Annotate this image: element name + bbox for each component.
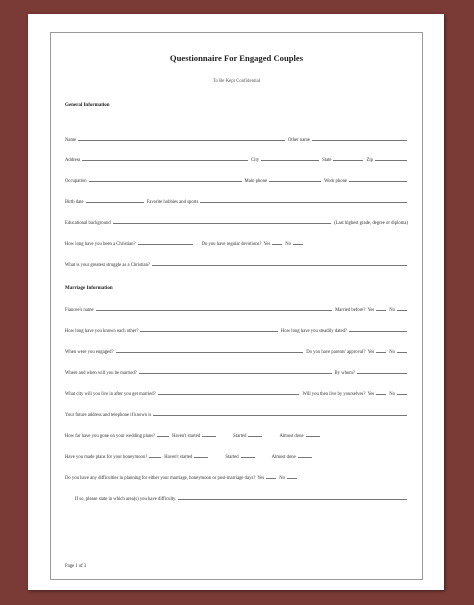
difficulties-yes-label: Yes [257,476,265,481]
difficulties-no-label: No [279,476,285,481]
honeymoon-spacer [149,456,161,458]
city-label: City [251,158,260,163]
other-name-field[interactable] [312,139,407,141]
married-before-no-label: No [389,308,395,313]
live-by-yourselves-no-field[interactable] [397,393,407,395]
zip-label: Zip [366,158,373,163]
by-whom-label: By whom? [334,371,355,376]
parents-approval-no-label: No [389,350,395,355]
city-live-label: What city will you live in after you get married? [65,392,156,397]
address-label: Address [65,158,81,163]
other-name-label: Other name [288,138,310,143]
by-whom-field[interactable] [357,372,407,374]
married-before-yes-label: Yes [367,308,375,313]
hobbies-label: Favorite hobbies and sports [146,200,199,205]
occupation-row [65,174,410,184]
difficulties-label: Do you have any difficulties in planning for either your marriage, honeymoon or post-marriage days? [65,476,256,481]
state-label: State [322,158,332,163]
wedding-started-label: Started [233,434,247,439]
married-before-no-field[interactable] [397,309,407,311]
city-field[interactable] [261,159,319,161]
honeymoon-row [65,450,410,460]
married-before-label: Married before? [335,308,366,313]
known-each-other-label: How long have you known each other? [65,329,139,334]
future-address-row [65,408,410,418]
difficulties-yes-field[interactable] [266,477,276,479]
if-so-row [75,492,410,502]
greatest-struggle-label: What is your greatest struggle as a Christian? [65,263,151,268]
future-address-label: Your future address and telephone if known is [65,413,152,418]
honeymoon-label: Have you made plans for your honeymoon? [65,455,148,460]
birth-date-row [65,195,410,205]
form-title: Questionnaire For Engaged Couples [169,53,304,63]
fiance-row [65,303,410,313]
section-marriage-information: Marriage Information [65,286,113,291]
education-field[interactable] [113,222,331,224]
devotions-no-field[interactable] [293,243,303,245]
honeymoon-almost-done-field[interactable] [298,456,312,458]
engaged-row [65,345,410,355]
where-married-row [65,366,410,376]
where-when-married-field[interactable] [139,372,332,374]
main-phone-field[interactable] [269,180,321,182]
zip-field[interactable] [375,159,407,161]
wedding-almost-done-label: Almost done [279,434,304,439]
honeymoon-not-started-label: Haven't started [164,455,193,460]
when-engaged-label: When were you engaged? [65,350,114,355]
education-note: (Last highest grade, degree or diploma) [334,221,408,226]
honeymoon-started-label: Started [225,455,239,460]
hobbies-field[interactable] [200,201,407,203]
steadily-dated-label: How long have you steadily dated? [281,329,347,334]
state-field[interactable] [333,159,363,161]
parents-approval-yes-field[interactable] [376,351,386,353]
fiance-name-field[interactable] [96,309,333,311]
live-by-yourselves-yes-label: Yes [367,392,375,397]
if-so-field[interactable] [178,498,407,500]
difficulties-no-field[interactable] [287,477,297,479]
page-number: Page 1 of 3 [65,564,87,569]
devotions-label: Do you have regular devotions? [201,242,262,247]
wedding-plans-spacer [157,435,169,437]
live-by-yourselves-yes-field[interactable] [376,393,386,395]
work-phone-label: Work phone [324,179,347,184]
wedding-not-started-label: Haven't started [172,434,201,439]
education-row [65,216,410,226]
parents-approval-yes-label: Yes [367,350,375,355]
christian-how-long-field[interactable] [138,243,193,245]
name-row [65,133,410,143]
wedding-started-field[interactable] [248,435,262,437]
devotions-yes-label: Yes [263,242,271,247]
honeymoon-not-started-field[interactable] [194,456,208,458]
greatest-struggle-field[interactable] [152,264,407,266]
main-phone-label: Main phone [244,179,268,184]
work-phone-field[interactable] [349,180,407,182]
wedding-almost-done-field[interactable] [306,435,320,437]
live-by-yourselves-no-label: No [389,392,395,397]
document-page [28,14,444,590]
devotions-no-label: No [285,242,292,247]
wedding-plans-row [65,429,410,439]
occupation-field[interactable] [89,180,242,182]
future-address-field[interactable] [153,414,407,416]
address-field[interactable] [82,159,248,161]
name-field[interactable] [78,139,285,141]
parents-approval-label: Do you have parents' approval? [306,350,366,355]
when-engaged-field[interactable] [116,351,304,353]
christian-row [65,237,410,247]
city-live-field[interactable] [158,393,300,395]
fiance-name-label: Fiancee's name [65,308,94,313]
form-subtitle: To Be Kept Confidential [212,79,261,84]
wedding-not-started-field[interactable] [202,435,216,437]
wedding-plans-label: How far have you gone on your wedding plans? [65,434,156,439]
steadily-dated-field[interactable] [349,330,407,332]
known-each-other-field[interactable] [140,330,278,332]
birth-date-label: Birth date [65,200,84,205]
section-general-information: General Information [65,103,110,108]
occupation-label: Occupation [65,179,87,184]
form-frame [50,32,423,580]
birth-date-field[interactable] [86,201,144,203]
difficulties-row [65,471,410,481]
struggle-row [65,258,410,268]
where-when-married-label: Where and when will you be married? [65,371,137,376]
city-live-row [65,387,410,397]
christian-how-long-label: How long have you been a Christian? [65,242,136,247]
parents-approval-no-field[interactable] [397,351,407,353]
honeymoon-started-field[interactable] [241,456,255,458]
address-row [65,153,410,163]
known-row [65,324,410,334]
live-by-yourselves-label: Will you then live by yourselves? [302,392,366,397]
honeymoon-almost-done-label: Almost done [271,455,296,460]
education-label: Educational background [65,221,111,226]
name-label: Name [65,138,77,143]
if-so-label: If so, please state in which area(s) you have difficulty. [75,497,177,502]
devotions-yes-field[interactable] [272,243,282,245]
married-before-yes-field[interactable] [376,309,386,311]
